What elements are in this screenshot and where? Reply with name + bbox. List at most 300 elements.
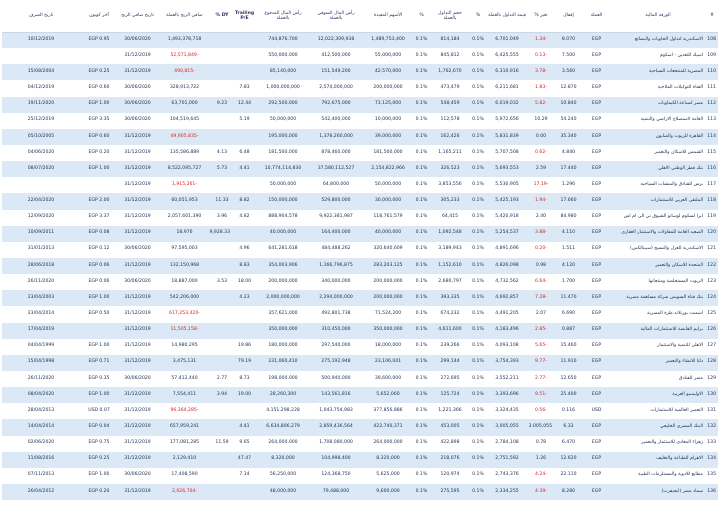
- security-name: دلتا للانشاء والتعمير: [610, 355, 706, 371]
- volume-percent: 0.1%: [413, 129, 430, 145]
- table-row[interactable]: [2, 436, 718, 452]
- market-cap: 275,192,948: [309, 355, 363, 371]
- close-price: 84.980: [554, 210, 583, 226]
- last-coupon: EGP 0.71: [80, 355, 118, 371]
- dividend-yield: 4.13: [212, 145, 232, 161]
- table-row[interactable]: [2, 371, 718, 387]
- coupon-date: 17/04/2019: [2, 323, 80, 339]
- net-profit: 657,959,241: [157, 419, 212, 435]
- table-row[interactable]: [2, 226, 718, 242]
- last-coupon: EGP 0.20: [80, 484, 118, 500]
- fiscal-date: 31/12/2019: [118, 226, 157, 242]
- table-row[interactable]: [2, 387, 718, 403]
- close-price: 22.110: [554, 468, 583, 484]
- market-cap: 12,022,309,938: [309, 32, 363, 48]
- currency-cell: EGP: [583, 436, 610, 452]
- listed-shares: 9,600,000: [363, 484, 413, 500]
- volume-percent: 0.1%: [413, 274, 430, 290]
- traded-volume: 64,415: [430, 210, 470, 226]
- listed-shares: 422,740,371: [363, 419, 413, 435]
- market-cap: 310,450,000: [309, 323, 363, 339]
- dividend-yield: [212, 129, 232, 145]
- change-percent: -1.34: [528, 32, 554, 48]
- paid-capital: 10,774,114,830: [257, 161, 309, 177]
- paid-capital: 231,060,410: [257, 355, 309, 371]
- paid-capital: 4,151,298,228: [257, 403, 309, 419]
- coupon-date: 15/04/1998: [2, 355, 80, 371]
- coupon-date: 08/04/2020: [2, 387, 80, 403]
- dividend-yield: [212, 290, 232, 306]
- traded-volume: 305,233: [430, 193, 470, 209]
- coupon-date: 31/01/2013: [2, 242, 80, 258]
- traded-value: 4,891,696: [486, 242, 528, 258]
- row-num: 108: [706, 32, 718, 48]
- coupon-date: [2, 177, 80, 193]
- volume-percent: 0.1%: [413, 242, 430, 258]
- row-num: 109: [706, 48, 718, 64]
- value-percent: 0.1%: [470, 403, 486, 419]
- paid-capital: 6,634,806,279: [257, 419, 309, 435]
- value-percent: 0.1%: [470, 48, 486, 64]
- volume-percent: 0.1%: [413, 226, 430, 242]
- market-cap: 104,998,400: [309, 452, 363, 468]
- change-percent: -0.62: [528, 145, 554, 161]
- close-price: 11.910: [554, 355, 583, 371]
- header-fiscal-date: تاريخ صافي الربح: [118, 2, 157, 32]
- currency-cell: EGP: [583, 452, 610, 468]
- change-percent: 3.005,055: [528, 419, 554, 435]
- table-row[interactable]: [2, 193, 718, 209]
- trailing-pe: 18.00: [232, 274, 257, 290]
- dividend-yield: [212, 177, 232, 193]
- value-percent: 0.1%: [470, 339, 486, 355]
- fiscal-date: 31/12/2019: [118, 210, 157, 226]
- trailing-pe: 7.14: [232, 468, 257, 484]
- close-price: 6.690: [554, 306, 583, 322]
- change-percent: -4.39: [528, 484, 554, 500]
- traded-value: 5,420,918: [486, 210, 528, 226]
- trailing-pe: 12.44: [232, 97, 257, 113]
- listed-shares: 350,000,000: [363, 323, 413, 339]
- paid-capital: 180,000,000: [257, 339, 309, 355]
- fiscal-date: 31/12/2019: [118, 452, 157, 468]
- table-body: [2, 32, 718, 500]
- currency-cell: EGP: [583, 177, 610, 193]
- table-row[interactable]: [2, 290, 718, 306]
- market-cap: 2,574,000,000: [309, 80, 363, 96]
- fiscal-date: 31/12/2019: [118, 177, 157, 193]
- security-name: المتحدة للاسكان والتعمير: [610, 258, 706, 274]
- table-row[interactable]: [2, 339, 718, 355]
- coupon-date: 07/11/2013: [2, 468, 80, 484]
- header-volume: حجم التداول بالعملة: [430, 2, 470, 32]
- volume-percent: 0.1%: [413, 161, 430, 177]
- close-price: 54.240: [554, 113, 583, 129]
- last-coupon: EGP 2.00: [80, 193, 118, 209]
- table-row[interactable]: [2, 145, 718, 161]
- paid-capital: 200,000,000: [257, 274, 309, 290]
- header-trailing-pe: Trailing P/E: [232, 2, 257, 32]
- dividend-yield: 11.59: [212, 436, 232, 452]
- row-num: 120: [706, 226, 718, 242]
- traded-value: 3,393,696: [486, 387, 528, 403]
- table-row[interactable]: [2, 113, 718, 129]
- close-price: 12.870: [554, 80, 583, 96]
- coupon-date: 22/04/2020: [2, 193, 80, 209]
- traded-volume: 272,695: [430, 371, 470, 387]
- change-percent: -0.13: [528, 48, 554, 64]
- volume-percent: 0.1%: [413, 258, 430, 274]
- header-num: #: [706, 2, 718, 32]
- security-name: المصرية للمنتجعات السياحية: [610, 64, 706, 80]
- market-cap: 1,166,796,875: [309, 258, 363, 274]
- value-percent: 0.1%: [470, 452, 486, 468]
- paid-capital: 2,000,000,000: [257, 290, 309, 306]
- fiscal-date: 31/12/2019: [118, 484, 157, 500]
- traded-volume: 125,724: [430, 387, 470, 403]
- volume-percent: 0.1%: [413, 177, 430, 193]
- listed-shares: 264,000,000: [363, 436, 413, 452]
- volume-percent: 0.1%: [413, 306, 430, 322]
- close-price: 1.296: [554, 177, 583, 193]
- traded-value: 6,310,916: [486, 64, 528, 80]
- row-num: 117: [706, 177, 718, 193]
- trailing-pe: [232, 323, 257, 339]
- security-name: الاهلى للتنمية والاستثمار: [610, 339, 706, 355]
- market-cap: 542,400,000: [309, 113, 363, 129]
- dividend-yield: [212, 339, 232, 355]
- last-coupon: EGP 0.04: [80, 419, 118, 435]
- close-price: 1.700: [554, 274, 583, 290]
- table-row[interactable]: [2, 242, 718, 258]
- dividend-yield: 2.77: [212, 371, 232, 387]
- last-coupon: EGP 0.25: [80, 452, 118, 468]
- net-profit: 2,057,601,390: [157, 210, 212, 226]
- currency-cell: EGP: [583, 339, 610, 355]
- last-coupon: EGP 1.00: [80, 290, 118, 306]
- header-last-coupon: آخر كوبون: [80, 2, 118, 32]
- dividend-yield: [212, 242, 232, 258]
- listed-shares: 2,154,822,966: [363, 161, 413, 177]
- header-close: إقفال: [554, 2, 583, 32]
- listed-shares: 8,320,000: [363, 452, 413, 468]
- traded-value: 5,972,656: [486, 113, 528, 129]
- trailing-pe: 8.82: [232, 193, 257, 209]
- net-profit: 328,913,722: [157, 80, 212, 96]
- row-num: 130: [706, 387, 718, 403]
- listed-shares: 73,125,000: [363, 97, 413, 113]
- row-num: 135: [706, 468, 718, 484]
- market-cap: 2,859,436,564: [309, 419, 363, 435]
- fiscal-date: 30/06/2020: [118, 97, 157, 113]
- market-cap: 164,400,000: [309, 226, 363, 242]
- volume-percent: 0.1%: [413, 32, 430, 48]
- paid-capital: 28,260,300: [257, 387, 309, 403]
- table-row[interactable]: [2, 97, 718, 113]
- paid-capital: 198,000,000: [257, 371, 309, 387]
- currency-cell: EGP: [583, 210, 610, 226]
- value-percent: 0.1%: [470, 80, 486, 96]
- traded-volume: 1,221,366: [430, 403, 470, 419]
- volume-percent: 0.1%: [413, 80, 430, 96]
- traded-volume: 275,595: [430, 484, 470, 500]
- traded-value: 6,701,049: [486, 32, 528, 48]
- trailing-pe: [232, 403, 257, 419]
- fiscal-date: 31/12/2019: [118, 436, 157, 452]
- traded-volume: 393,335: [430, 290, 470, 306]
- net-profit: 104,519,645: [157, 113, 212, 129]
- value-percent: 0.1%: [470, 97, 486, 113]
- traded-volume: 814,184: [430, 32, 470, 48]
- change-percent: 1.26: [528, 452, 554, 468]
- table-row[interactable]: [2, 355, 718, 371]
- table-row[interactable]: [2, 161, 718, 177]
- last-coupon: [80, 48, 118, 64]
- currency-cell: EGP: [583, 484, 610, 500]
- row-num: 115: [706, 145, 718, 161]
- close-price: 0.116: [554, 403, 583, 419]
- volume-percent: 0.1%: [413, 387, 430, 403]
- trailing-pe: [232, 32, 257, 48]
- trailing-pe: [232, 129, 257, 145]
- last-coupon: EGP 0.20: [80, 145, 118, 161]
- traded-volume: 112,578: [430, 113, 470, 129]
- change-percent: 2.59: [528, 161, 554, 177]
- close-price: 8.280: [554, 484, 583, 500]
- traded-value: 3,324,435: [486, 403, 528, 419]
- trailing-pe: [232, 48, 257, 64]
- listed-shares: 23,106,041: [363, 355, 413, 371]
- value-percent: 0.1%: [470, 468, 486, 484]
- row-num: 136: [706, 484, 718, 500]
- coupon-date: 10/09/2011: [2, 226, 80, 242]
- traded-value: 4,692,857: [486, 290, 528, 306]
- trailing-pe: 4.23: [232, 290, 257, 306]
- market-cap: 792,675,000: [309, 97, 363, 113]
- traded-volume: 2,680,797: [430, 274, 470, 290]
- traded-value: 4,826,098: [486, 258, 528, 274]
- traded-volume: 845,812: [430, 48, 470, 64]
- trailing-pe: [232, 64, 257, 80]
- traded-value: 5,530,905: [486, 177, 528, 193]
- listed-shares: 10,000,000: [363, 113, 413, 129]
- net-profit: 14,980,295: [157, 339, 212, 355]
- last-coupon: EGP 0.25: [80, 64, 118, 80]
- table-row[interactable]: [2, 484, 718, 500]
- currency-cell: EGP: [583, 113, 610, 129]
- coupon-date: 08/07/2020: [2, 161, 80, 177]
- trailing-pe: 4.96: [232, 242, 257, 258]
- traded-value: 4,183,496: [486, 323, 528, 339]
- fiscal-date: 30/06/2020: [118, 80, 157, 96]
- dividend-yield: 5.73: [212, 161, 232, 177]
- net-profit: 63,701,000: [157, 97, 212, 113]
- traded-value: 3,005,055: [486, 419, 528, 435]
- security-name: الاوليمبيو العربية: [610, 387, 706, 403]
- trailing-pe: 4.41: [232, 161, 257, 177]
- table-row[interactable]: [2, 64, 718, 80]
- volume-percent: 0.1%: [413, 145, 430, 161]
- dividend-yield: [212, 419, 232, 435]
- value-percent: 0.1%: [470, 193, 486, 209]
- paid-capital: 56,250,000: [257, 468, 309, 484]
- table-row[interactable]: [2, 258, 718, 274]
- last-coupon: [80, 177, 118, 193]
- close-price: 4.110: [554, 226, 583, 242]
- table-row[interactable]: [2, 452, 718, 468]
- traded-value: 5,425,193: [486, 193, 528, 209]
- traded-value: 5,707,508: [486, 145, 528, 161]
- traded-volume: 548,459: [430, 97, 470, 113]
- coupon-date: 23/04/2014: [2, 306, 80, 322]
- listed-shares: 320,640,609: [363, 242, 413, 258]
- value-percent: 0.1%: [470, 306, 486, 322]
- paid-capital: 744,876,700: [257, 32, 309, 48]
- dividend-yield: [212, 80, 232, 96]
- currency-cell: EGP: [583, 306, 610, 322]
- table-row[interactable]: [2, 210, 718, 226]
- listed-shares: 30,000,000: [363, 193, 413, 209]
- paid-capital: 50,000,000: [257, 113, 309, 129]
- change-percent: -2.77: [528, 371, 554, 387]
- table-row[interactable]: [2, 323, 718, 339]
- currency-cell: USD: [583, 403, 610, 419]
- traded-value: 3,552,211: [486, 371, 528, 387]
- currency-cell: EGP: [583, 80, 610, 96]
- paid-capital: 641,281,618: [257, 242, 309, 258]
- paid-capital: 181,500,000: [257, 145, 309, 161]
- paid-capital: 292,500,000: [257, 97, 309, 113]
- volume-percent: 0.1%: [413, 371, 430, 387]
- last-coupon: EGP 0.06: [80, 258, 118, 274]
- stock-table: [2, 2, 718, 500]
- table-row[interactable]: [2, 32, 718, 48]
- change-percent: -0.20: [528, 242, 554, 258]
- security-name: الاسكندرية للغزل والنسيج (سبينالكس): [610, 242, 706, 258]
- header-coupon-date: تاريخ الصرف: [2, 2, 80, 32]
- value-percent: 0.1%: [470, 290, 486, 306]
- coupon-date: 12/09/2020: [2, 210, 80, 226]
- market-cap: 484,488,262: [309, 242, 363, 258]
- table-row[interactable]: [2, 306, 718, 322]
- row-num: 128: [706, 355, 718, 371]
- listed-shares: 200,000,000: [363, 290, 413, 306]
- security-name: سماد مصر (ايجيفرت): [610, 484, 706, 500]
- security-name: الاهرام للطباعة والتغليف: [610, 452, 706, 468]
- value-percent: 0.1%: [470, 355, 486, 371]
- last-coupon: EGP 0.95: [80, 32, 118, 48]
- change-percent: -1.83: [528, 80, 554, 96]
- row-num: 124: [706, 290, 718, 306]
- table-row[interactable]: [2, 177, 718, 193]
- paid-capital: 354,003,906: [257, 258, 309, 274]
- security-name: الملتقى العربي للاستثمارات: [610, 193, 706, 209]
- net-profit: 57,412,440: [157, 371, 212, 387]
- header-listed-shares: الأسهم المقيدة: [363, 2, 413, 32]
- table-row[interactable]: [2, 403, 718, 419]
- change-percent: -7.28: [528, 290, 554, 306]
- volume-percent: 0.1%: [413, 419, 430, 435]
- close-price: 6.33: [554, 419, 583, 435]
- currency-cell: EGP: [583, 226, 610, 242]
- market-cap: 1,378,260,000: [309, 129, 363, 145]
- value-percent: 0.1%: [470, 419, 486, 435]
- dividend-yield: 9.23: [212, 97, 232, 113]
- volume-percent: 0.1%: [413, 339, 430, 355]
- security-name: برايم القابضة للاستثمارات المالية: [610, 323, 706, 339]
- dividend-yield: [212, 355, 232, 371]
- fiscal-date: 31/12/2019: [118, 161, 157, 177]
- dividend-yield: [212, 452, 232, 468]
- coupon-date: 26/11/2020: [2, 274, 80, 290]
- row-num: 133: [706, 436, 718, 452]
- trailing-pe: 9.65: [232, 436, 257, 452]
- trailing-pe: [232, 226, 257, 242]
- listed-shares: 39,600,000: [363, 371, 413, 387]
- change-percent: -3.88: [528, 226, 554, 242]
- row-num: 119: [706, 210, 718, 226]
- table-row[interactable]: [2, 48, 718, 64]
- table-row[interactable]: [2, 419, 718, 435]
- volume-percent: 0.1%: [413, 468, 430, 484]
- table-row[interactable]: [2, 80, 718, 96]
- volume-percent: 0.1%: [413, 210, 430, 226]
- fiscal-date: 31/12/2019: [118, 323, 157, 339]
- close-price: 1.511: [554, 242, 583, 258]
- market-cap: 1,043,754,983: [309, 403, 363, 419]
- last-coupon: EGP 0.60: [80, 129, 118, 145]
- close-price: 7.500: [554, 48, 583, 64]
- traded-value: 4,491,205: [486, 306, 528, 322]
- security-name: مصر لصناعة الكيماويات: [610, 97, 706, 113]
- paid-capital: 195,000,000: [257, 129, 309, 145]
- listed-shares: 200,000,000: [363, 274, 413, 290]
- change-percent: -17.19: [528, 177, 554, 193]
- currency-cell: EGP: [583, 290, 610, 306]
- currency-cell: EGP: [583, 145, 610, 161]
- market-cap: 151,549,200: [309, 64, 363, 80]
- listed-shares: 5,652,060: [363, 387, 413, 403]
- traded-value: 6,019,032: [486, 97, 528, 113]
- paid-capital: 888,904,578: [257, 210, 309, 226]
- net-profit: -2,026,704: [157, 484, 212, 500]
- row-num: 118: [706, 193, 718, 209]
- security-name: البنك المصري الخليجي: [610, 419, 706, 435]
- table-row[interactable]: [2, 468, 718, 484]
- trailing-pe: 6.48: [232, 145, 257, 161]
- trailing-pe: 79.19: [232, 355, 257, 371]
- fiscal-date: 31/12/2019: [118, 145, 157, 161]
- table-row[interactable]: [2, 274, 718, 290]
- change-percent: -3.78: [528, 64, 554, 80]
- currency-cell: EGP: [583, 32, 610, 48]
- fiscal-date: 30/06/2020: [118, 371, 157, 387]
- fiscal-date: 30/06/2020: [118, 468, 157, 484]
- change-percent: 0.00: [528, 129, 554, 145]
- net-profit: -49,905,835: [157, 129, 212, 145]
- listed-shares: 40,000,000: [363, 226, 413, 242]
- value-percent: 0.1%: [470, 145, 486, 161]
- table-row[interactable]: [2, 129, 718, 145]
- volume-percent: 0.1%: [413, 290, 430, 306]
- volume-percent: 0.1%: [413, 193, 430, 209]
- paid-capital: 8,320,000: [257, 452, 309, 468]
- last-coupon: EGP 0.06: [80, 274, 118, 290]
- close-price: 3.560: [554, 64, 583, 80]
- change-percent: -5.82: [528, 97, 554, 113]
- listed-shares: 39,000,000: [363, 129, 413, 145]
- currency-cell: EGP: [583, 387, 610, 403]
